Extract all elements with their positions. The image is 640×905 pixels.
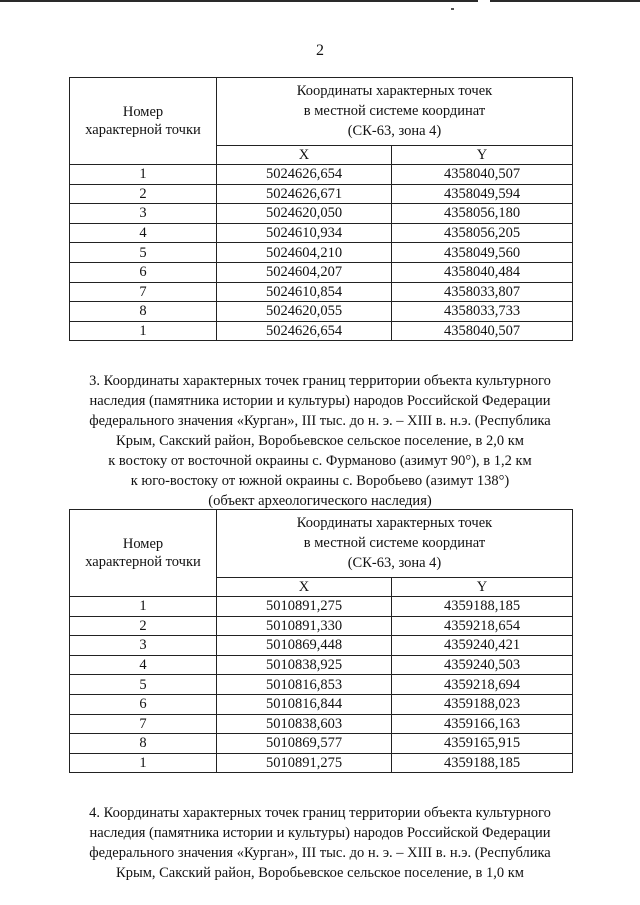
table-row <box>70 636 573 656</box>
table-row <box>70 597 573 617</box>
header-coords-line3: (СК-63, зона 4) <box>347 555 442 571</box>
cell-y: 4358040,484 <box>392 262 573 282</box>
section-3-line: к востоку от восточной окраины с. Фурманово (азимут 90°), в 1,2 км <box>108 453 532 469</box>
table-row <box>70 694 573 714</box>
header-point-number-line1: Номер <box>122 104 164 120</box>
cell-point: 2 <box>70 184 217 204</box>
table-row <box>70 655 573 675</box>
cell-x: 5010891,275 <box>217 597 392 617</box>
table-header-row <box>70 510 573 578</box>
scan-edge-gap <box>478 0 490 2</box>
cell-point: 8 <box>70 302 217 322</box>
coordinates-table-1 <box>69 77 573 341</box>
cell-y: 4359218,694 <box>392 675 573 695</box>
header-coords-line1: Координаты характерных точек <box>296 83 493 99</box>
cell-y: 4359188,185 <box>392 597 573 617</box>
cell-y: 4358056,180 <box>392 204 573 224</box>
cell-y: 4359188,023 <box>392 694 573 714</box>
cell-point: 8 <box>70 734 217 754</box>
table-row <box>70 204 573 224</box>
page-number: 2 <box>316 42 324 59</box>
cell-x: 5024604,207 <box>217 262 392 282</box>
cell-y: 4359165,915 <box>392 734 573 754</box>
cell-y: 4358040,507 <box>392 165 573 185</box>
cell-point: 2 <box>70 616 217 636</box>
section-3-line: (объект археологического наследия) <box>208 493 432 509</box>
cell-y: 4358033,807 <box>392 282 573 302</box>
cell-x: 5024626,654 <box>217 165 392 185</box>
table-row <box>70 616 573 636</box>
header-point-number-line1: Номер <box>122 536 164 552</box>
cell-x: 5024620,055 <box>217 302 392 322</box>
section-3-line: к юго-востоку от южной окраины с. Воробьево (азимут 138°) <box>130 473 510 489</box>
section-4-heading <box>60 803 580 883</box>
header-point-number-line2: характерной точки <box>85 122 201 138</box>
table-row <box>70 184 573 204</box>
table-row <box>70 165 573 185</box>
cell-y: 4358049,594 <box>392 184 573 204</box>
cell-point: 5 <box>70 243 217 263</box>
cell-y: 4359240,421 <box>392 636 573 656</box>
table-row <box>70 282 573 302</box>
header-point-number-line2: характерной точки <box>85 554 201 570</box>
header-coords-line3: (СК-63, зона 4) <box>347 123 442 139</box>
cell-y: 4359188,185 <box>392 753 573 773</box>
cell-x: 5010838,925 <box>217 655 392 675</box>
header-coordinates <box>217 78 573 146</box>
cell-point: 1 <box>70 165 217 185</box>
cell-point: 1 <box>70 321 217 341</box>
header-y: Y <box>392 146 573 165</box>
cell-point: 7 <box>70 282 217 302</box>
scan-speck <box>451 8 454 10</box>
cell-x: 5024620,050 <box>217 204 392 224</box>
table-row <box>70 243 573 263</box>
section-3-heading <box>60 371 580 511</box>
cell-x: 5024626,671 <box>217 184 392 204</box>
cell-x: 5010816,844 <box>217 694 392 714</box>
cell-x: 5024610,854 <box>217 282 392 302</box>
cell-x: 5010891,330 <box>217 616 392 636</box>
cell-x: 5010869,448 <box>217 636 392 656</box>
cell-point: 1 <box>70 597 217 617</box>
table-row <box>70 223 573 243</box>
header-x: X <box>217 578 392 597</box>
header-point-number <box>70 78 217 165</box>
section-3-line: наследия (памятника истории и культуры) народов Российской Федерации <box>89 393 551 409</box>
section-3-line: федерального значения «Курган», III тыс. до н. э. – XIII в. н.э. (Республика <box>89 413 551 429</box>
scan-edge-line <box>0 0 640 2</box>
section-4-line: Крым, Сакский район, Воробьевское сельское поселение, в 1,0 км <box>116 865 524 881</box>
cell-x: 5024626,654 <box>217 321 392 341</box>
cell-y: 4359218,654 <box>392 616 573 636</box>
cell-y: 4358040,507 <box>392 321 573 341</box>
cell-point: 7 <box>70 714 217 734</box>
section-4-line: 4. Координаты характерных точек границ территории объекта культурного <box>89 805 551 821</box>
header-coords-line2: в местной системе координат <box>303 103 486 119</box>
section-4-line: наследия (памятника истории и культуры) народов Российской Федерации <box>89 825 551 841</box>
cell-point: 3 <box>70 204 217 224</box>
cell-x: 5024610,934 <box>217 223 392 243</box>
cell-x: 5010869,577 <box>217 734 392 754</box>
table-row <box>70 734 573 754</box>
cell-x: 5010891,275 <box>217 753 392 773</box>
cell-x: 5024604,210 <box>217 243 392 263</box>
table-row <box>70 753 573 773</box>
cell-x: 5010838,603 <box>217 714 392 734</box>
table-row <box>70 262 573 282</box>
section-4-line: федерального значения «Курган», III тыс. до н. э. – XIII в. н.э. (Республика <box>89 845 551 861</box>
table-row <box>70 675 573 695</box>
section-3-line: Крым, Сакский район, Воробьевское сельское поселение, в 2,0 км <box>116 433 524 449</box>
header-x: X <box>217 146 392 165</box>
cell-point: 4 <box>70 223 217 243</box>
table-row <box>70 714 573 734</box>
table-row <box>70 321 573 341</box>
header-coords-line2: в местной системе координат <box>303 535 486 551</box>
header-y: Y <box>392 578 573 597</box>
header-coordinates <box>217 510 573 578</box>
section-3-line: 3. Координаты характерных точек границ территории объекта культурного <box>89 373 551 389</box>
header-point-number <box>70 510 217 597</box>
cell-x: 5010816,853 <box>217 675 392 695</box>
cell-point: 4 <box>70 655 217 675</box>
cell-point: 6 <box>70 694 217 714</box>
cell-point: 5 <box>70 675 217 695</box>
table-row <box>70 302 573 322</box>
coordinates-table-2 <box>69 509 573 773</box>
cell-y: 4359166,163 <box>392 714 573 734</box>
cell-y: 4359240,503 <box>392 655 573 675</box>
cell-point: 6 <box>70 262 217 282</box>
cell-y: 4358049,560 <box>392 243 573 263</box>
header-coords-line1: Координаты характерных точек <box>296 515 493 531</box>
cell-point: 3 <box>70 636 217 656</box>
cell-y: 4358033,733 <box>392 302 573 322</box>
cell-y: 4358056,205 <box>392 223 573 243</box>
cell-point: 1 <box>70 753 217 773</box>
table-header-row <box>70 78 573 146</box>
